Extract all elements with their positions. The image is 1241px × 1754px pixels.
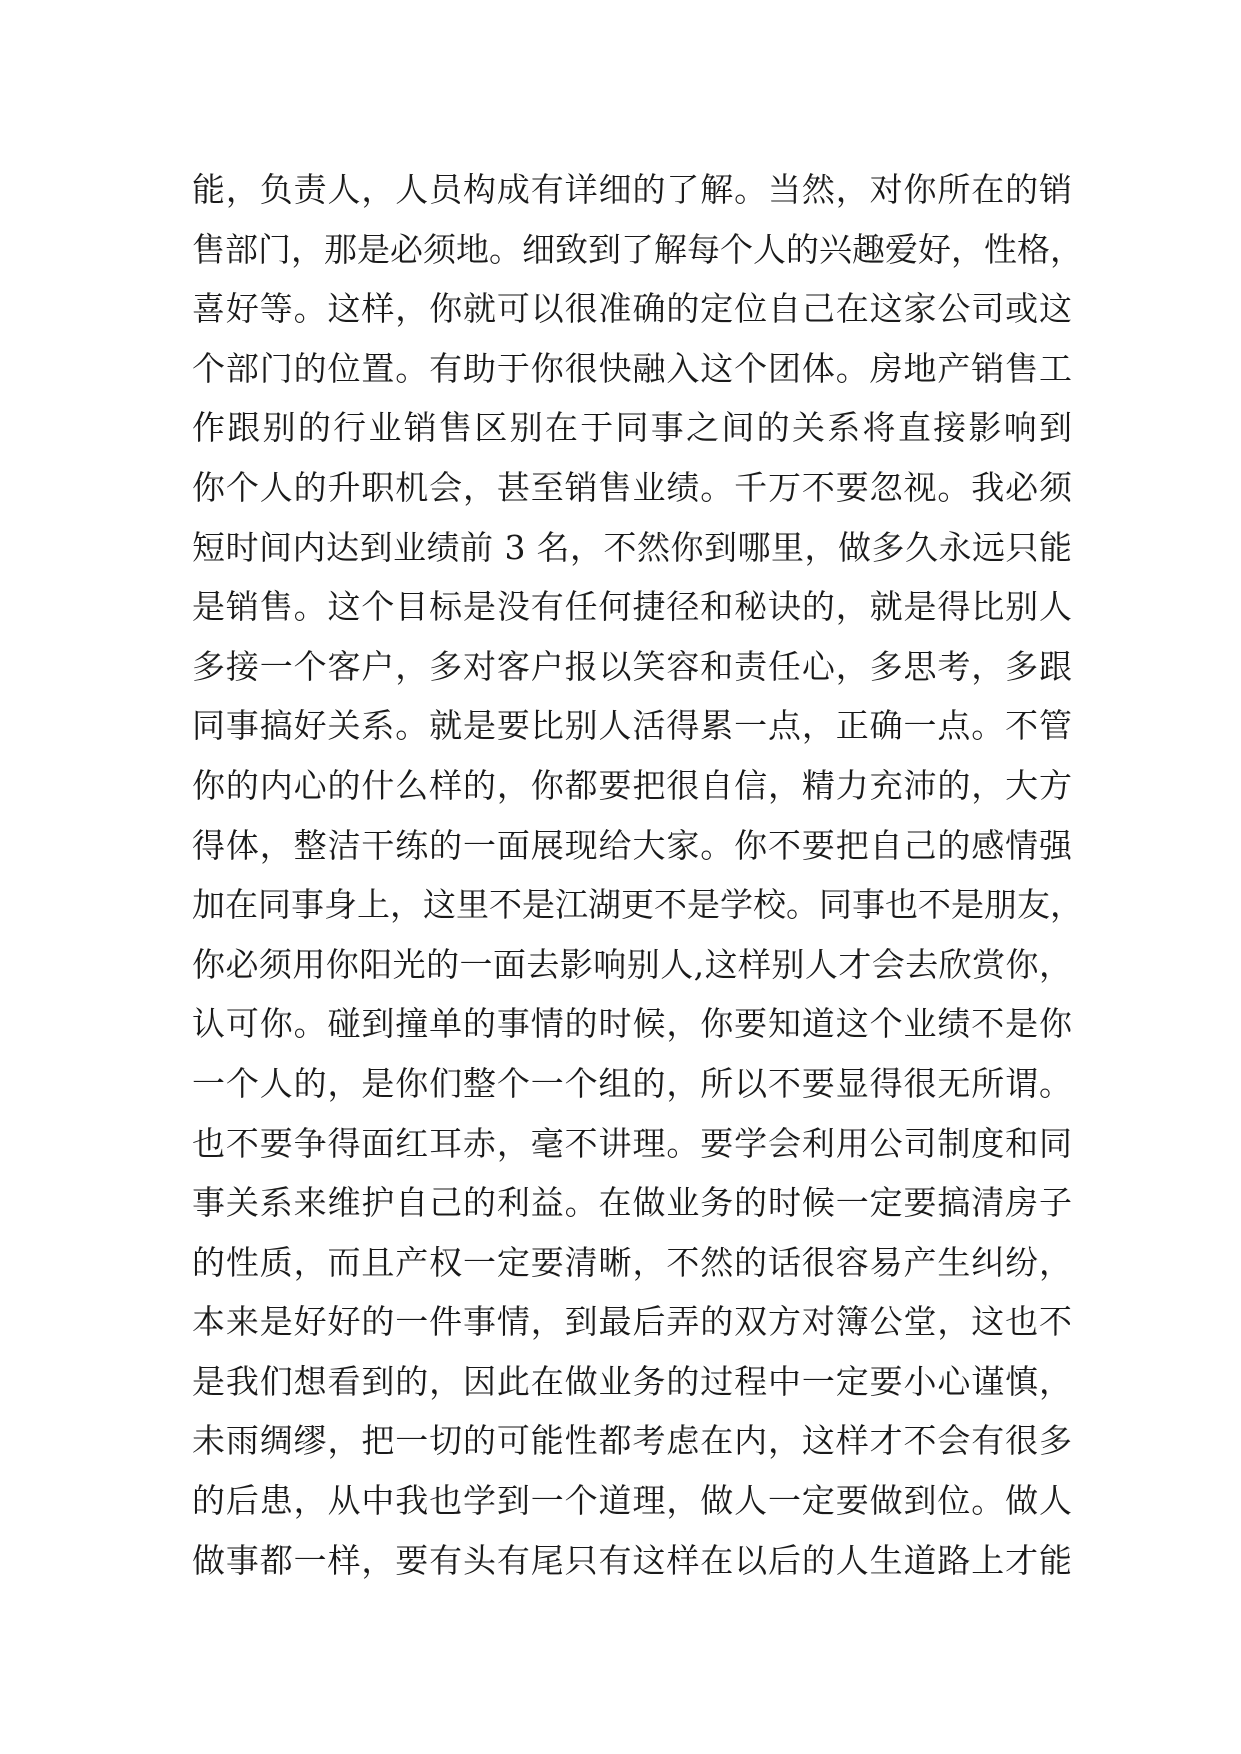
text-line: 认可你。碰到撞单的事情的时候，你要知道这个业绩不是你: [192, 1004, 1072, 1044]
text-line: 未雨绸缪，把一切的可能性都考虑在内，这样才不会有很多: [192, 1421, 1072, 1461]
text-line: 喜好等。这样，你就可以很准确的定位自己在这家公司或这: [192, 289, 1072, 329]
text-line: 的后患，从中我也学到一个道理，做人一定要做到位。做人: [192, 1481, 1072, 1521]
text-line: 售部门，那是必须地。细致到了解每个人的兴趣爱好，性格，: [192, 229, 1083, 269]
text-line: 个部门的位置。有助于你很快融入这个团体。房地产销售工: [192, 348, 1072, 388]
body-text: [192, 160, 1083, 1590]
text-line: 本来是好好的一件事情，到最后弄的双方对簿公堂，这也不: [192, 1302, 1072, 1342]
text-line: 多接一个客户，多对客户报以笑容和责任心，多思考，多跟: [192, 646, 1072, 686]
text-line: 也不要争得面红耳赤，毫不讲理。要学会利用公司制度和同: [192, 1123, 1072, 1163]
text-line: 的性质，而且产权一定要清晰，不然的话很容易产生纠纷，: [192, 1242, 1072, 1282]
text-line: 得体，整洁干练的一面展现给大家。你不要把自己的感情强: [192, 825, 1072, 865]
text-line: 同事搞好关系。就是要比别人活得累一点，正确一点。不管: [192, 706, 1072, 746]
text-line: 你个人的升职机会，甚至销售业绩。千万不要忽视。我必须: [192, 467, 1072, 507]
text-line: 事关系来维护自己的利益。在做业务的时候一定要搞清房子: [192, 1183, 1072, 1223]
text-line: 是销售。这个目标是没有任何捷径和秘诀的，就是得比别人: [192, 587, 1072, 627]
text-line: 短时间内达到业绩前 3 名，不然你到哪里，做多久永远只能: [192, 527, 1072, 567]
text-line: 做事都一样，要有头有尾只有这样在以后的人生道路上才能: [192, 1540, 1072, 1580]
text-line: 加在同事身上，这里不是江湖更不是学校。同事也不是朋友，: [192, 885, 1083, 925]
text-line: 一个人的，是你们整个一个组的，所以不要显得很无所谓。: [192, 1063, 1072, 1103]
text-line: 能，负责人，人员构成有详细的了解。当然，对你所在的销: [192, 170, 1072, 209]
text-line: 你的内心的什么样的，你都要把很自信，精力充沛的，大方: [192, 765, 1072, 805]
text-line: 作跟别的行业销售区别在于同事之间的关系将直接影响到: [192, 408, 1072, 448]
text-line: 你必须用你阳光的一面去影响别人,这样别人才会去欣赏你，: [192, 944, 1072, 984]
text-line: 是我们想看到的，因此在做业务的过程中一定要小心谨慎，: [192, 1361, 1072, 1401]
